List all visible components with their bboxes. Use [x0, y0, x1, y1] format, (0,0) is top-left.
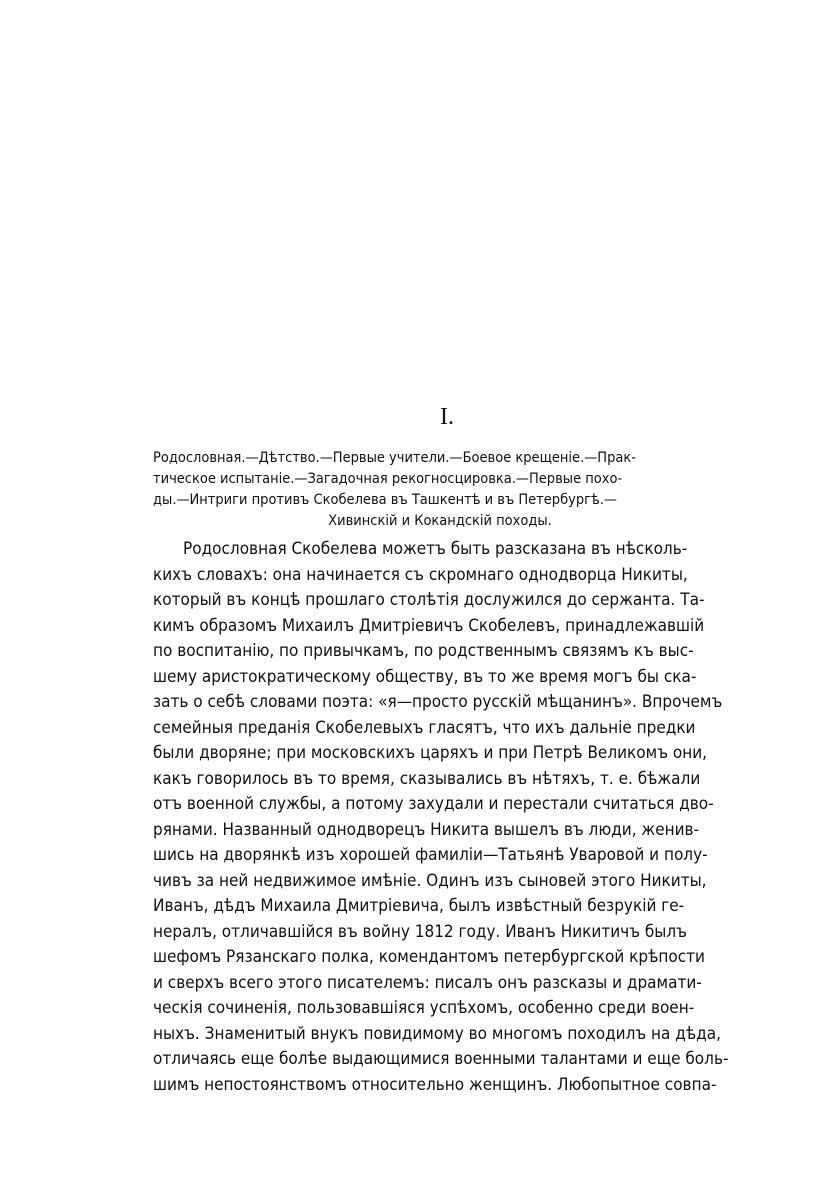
- body-line: отъ военной службы, а потому захудали и перестали считаться дво-: [153, 794, 714, 814]
- body-line: Иванъ, дѣдъ Михаила Дмитріевича, былъ извѣстный безрукій ге-: [153, 896, 685, 916]
- body-line: по воспитанію, по привычкамъ, по родственнымъ связямъ къ выс-: [153, 641, 694, 661]
- body-line: зать о себѣ словами поэта: «я—просто русскій мѣщанинъ». Впрочемъ: [153, 692, 723, 712]
- body-line: рянами. Названный однодворецъ Никита вышелъ въ люди, женив-: [153, 819, 700, 840]
- body-line: чивъ за ней недвижимое имѣніе. Одинъ изъ сыновей этого Никиты,: [153, 870, 707, 891]
- body-line: шему аристократическому обществу, въ то же время могъ бы ска-: [153, 666, 697, 687]
- body-line: ныхъ. Знаменитый внукъ повидимому во многомъ походилъ на дѣда,: [153, 1023, 721, 1044]
- body-line: который въ концѣ прошлаго столѣтія дослужился до сержанта. Та-: [153, 590, 705, 610]
- chapter-summary: [153, 448, 727, 532]
- body-line: ческія сочиненія, пользовавшіяся успѣхомъ, особенно среди воен-: [153, 998, 695, 1018]
- body-line: кимъ образомъ Михаилъ Дмитріевичъ Скобелевъ, принадлежавшій: [153, 615, 705, 636]
- body-line: шефомъ Рязанскаго полка, комендантомъ петербургской крѣпости: [153, 947, 705, 967]
- summary-line: тическое испытаніе.—Загадочная рекогносцировка.—Первые похо-: [153, 471, 623, 487]
- body-line: кихъ словахъ: она начинается съ скромнаго однодворца Никиты,: [153, 564, 688, 585]
- body-line: шись на дворянкѣ изъ хорошей фамиліи—Татьянѣ Уваровой и полу-: [153, 845, 708, 865]
- summary-line: ды.—Интриги противъ Скобелева въ Ташкентѣ и въ Петербургѣ.—: [153, 492, 617, 508]
- body-line: были дворяне; при московскихъ царяхъ и при Петрѣ Великомъ они,: [153, 743, 708, 763]
- summary-line: Родословная.—Дѣтство.—Первые учители.—Боевое крещеніе.—Прак-: [153, 450, 636, 466]
- chapter-number: I.: [440, 404, 454, 430]
- summary-line: Хивинскій и Кокандскій походы.: [328, 513, 552, 529]
- body-line: и сверхъ всего этого писателемъ: писалъ онъ разсказы и драмати-: [153, 972, 702, 993]
- body-text: [153, 537, 731, 1098]
- body-line: Родословная Скобелева можетъ быть разсказана въ нѣсколь-: [183, 539, 688, 559]
- body-line: отличаясь еще болѣе выдающимися военными талантами и еще боль-: [153, 1049, 729, 1069]
- body-line: какъ говорилось въ то время, сказывались въ нѣтяхъ, т. е. бѣжали: [153, 768, 701, 789]
- body-line: семейныя преданія Скобелевыхъ гласятъ, что ихъ дальніе предки: [153, 717, 696, 738]
- body-line: нералъ, отличавшійся въ войну 1812 году. Иванъ Никитичъ былъ: [153, 921, 687, 942]
- body-line: шимъ непостоянствомъ относительно женщинъ. Любопытное совпа-: [153, 1074, 717, 1095]
